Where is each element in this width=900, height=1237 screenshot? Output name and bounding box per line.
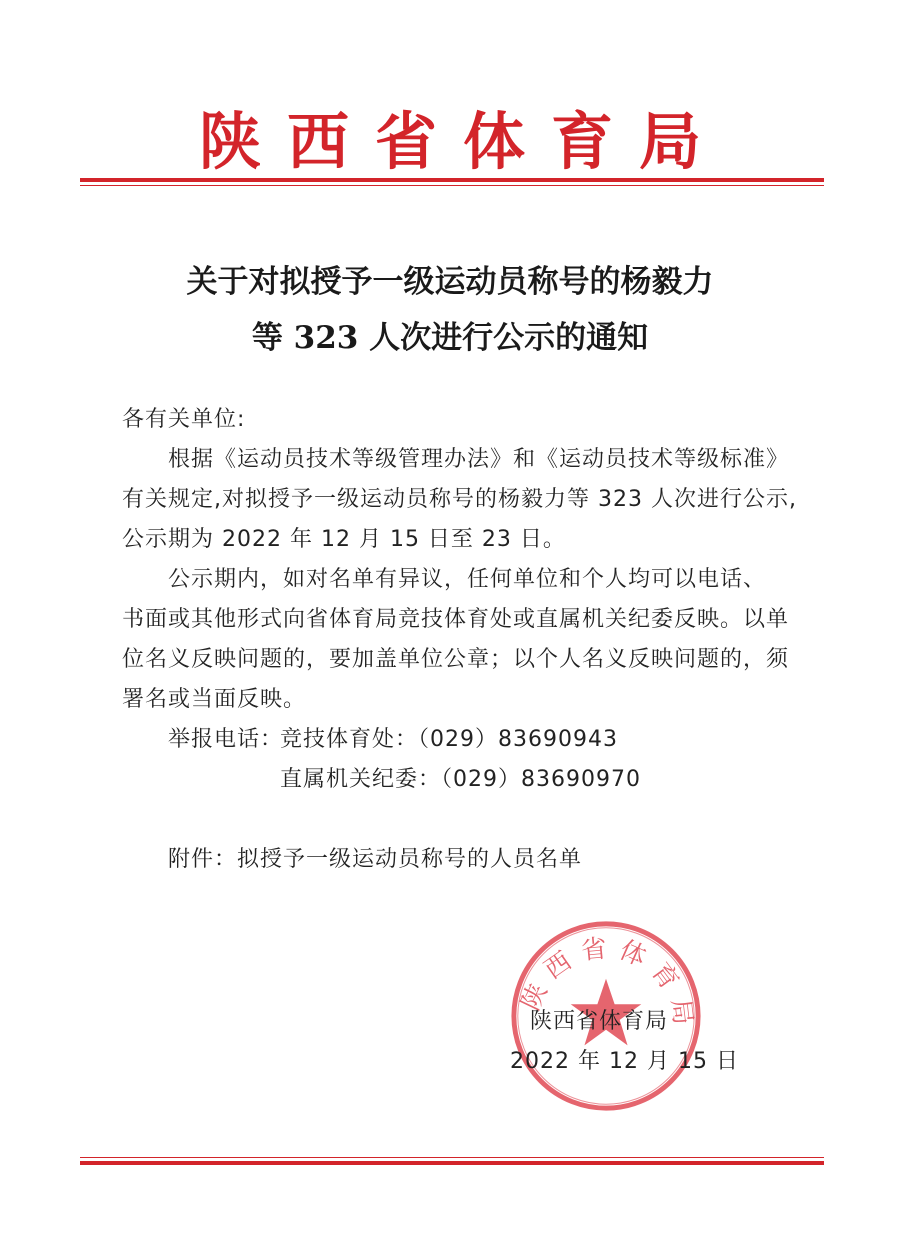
paragraph-1-line-3: 公示期为 2022 年 12 月 15 日至 23 日。 <box>122 527 566 552</box>
letterhead-rule-thin <box>80 185 824 186</box>
letterhead-org-name: 陕西省体育局 <box>198 105 727 178</box>
document-title-line-1: 关于对拟授予一级运动员称号的杨毅力 <box>186 264 714 300</box>
attachment-note: 附件：拟授予一级运动员称号的人员名单 <box>168 847 583 872</box>
signature-org: 陕西省体育局 <box>530 1009 669 1034</box>
letterhead-rule-thick <box>80 178 824 182</box>
signature-date: 2022 年 12 月 15 日 <box>510 1049 739 1074</box>
paragraph-2-line-3: 位名义反映问题的，要加盖单位公章；以个人名义反映问题的，须 <box>122 647 790 672</box>
footer-rule-thin <box>80 1157 824 1158</box>
hotline-label: 举报电话： <box>168 727 284 752</box>
paragraph-1-line-1: 根据《运动员技术等级管理办法》和《运动员技术等级标准》 <box>168 447 790 472</box>
footer-rule-thick <box>80 1161 824 1165</box>
seal-text: 陕西省体育局 <box>515 932 700 1037</box>
paragraph-2-line-2: 书面或其他形式向省体育局竞技体育处或直属机关纪委反映。以单 <box>122 607 790 632</box>
salutation: 各有关单位: <box>122 407 246 432</box>
hotline-sports-division: 竞技体育处：（029）83690943 <box>280 727 618 752</box>
document-title-line-2: 等 323 人次进行公示的通知 <box>251 320 649 356</box>
paragraph-1-line-2: 有关规定,对拟授予一级运动员称号的杨毅力等 323 人次进行公示, <box>122 487 797 512</box>
hotline-discipline-committee: 直属机关纪委：（029）83690970 <box>280 767 641 792</box>
paragraph-2-line-1: 公示期内，如对名单有异议，任何单位和个人均可以电话、 <box>168 567 767 592</box>
paragraph-2-line-4: 署名或当面反映。 <box>122 687 307 712</box>
